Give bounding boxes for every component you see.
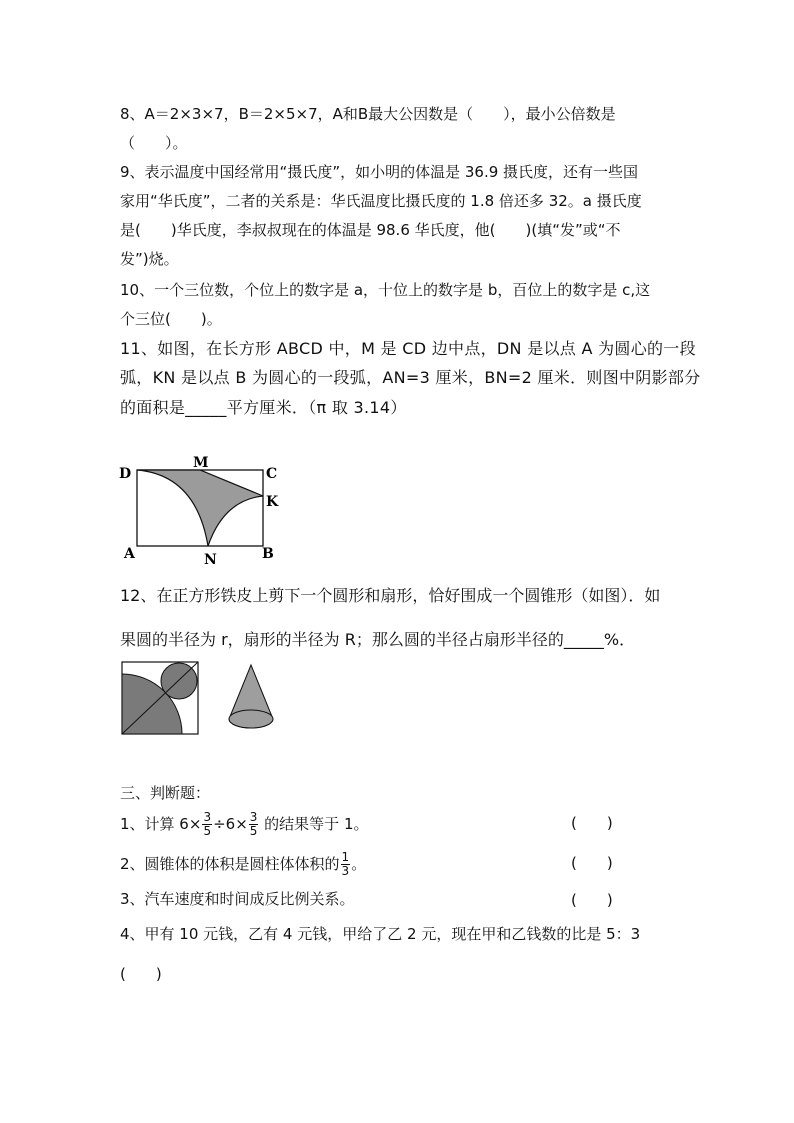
judge-1-suffix: 的结果等于 1。 — [259, 815, 369, 833]
judge-4-answer[interactable]: ( ) — [120, 965, 162, 983]
judge-1-answer[interactable]: ( ) — [571, 814, 613, 832]
judge-item-4: 4、甲有 10 元钱，乙有 4 元钱，甲给了乙 2 元，现在甲和乙钱数的比是 5：3 — [120, 925, 641, 943]
q9-line3: 是( )华氏度，李叔叔现在的体温是 98.6 华氏度，他( )(填“发”或“不 — [120, 221, 621, 239]
section3-heading: 三、判断题： — [120, 784, 211, 802]
q9-line4: 发”)烧。 — [120, 250, 179, 268]
label-d: D — [119, 466, 132, 482]
fraction-3-5-a: $\frac{3}{5}$ — [203, 810, 212, 838]
judge-2-suffix: 。 — [351, 855, 367, 873]
judge-2-answer[interactable]: ( ) — [571, 854, 613, 872]
q10-line1: 10、一个三位数，个位上的数字是 a，十位上的数字是 b，百位上的数字是 c,这 — [120, 281, 651, 299]
q8-line2: （ ）。 — [120, 134, 188, 152]
label-k: K — [266, 494, 279, 510]
q11-line3: 的面积是_____平方厘米．（π 取 3.14） — [120, 398, 407, 417]
shaded-region — [137, 470, 263, 546]
q9-line2: 家用“华氏度”，二者的关系是：华氏温度比摄氏度的 1.8 倍还多 32。a 摄氏度 — [120, 192, 642, 210]
judge-2-prefix: 2、圆锥体的体积是圆柱体体积的 — [120, 855, 340, 873]
label-b: B — [262, 546, 274, 562]
rectangle-figure — [110, 448, 290, 568]
q9-line1: 9、表示温度中国经常用“摄氏度”，如小明的体温是 36.9 摄氏度，还有一些国 — [120, 163, 639, 181]
judge-3-answer[interactable]: ( ) — [571, 891, 613, 909]
cone-base — [229, 710, 273, 728]
judge-item-2 — [120, 851, 366, 878]
label-m: M — [193, 455, 209, 471]
q12-line2: 果圆的半径为 r，扇形的半径为 R；那么圆的半径占扇形半径的_____%． — [120, 630, 636, 649]
fraction-1-3: $\frac{1}{3}$ — [341, 850, 350, 878]
label-n: N — [204, 552, 217, 568]
q11-line1: 11、如图，在长方形 ABCD 中，M 是 CD 边中点，DN 是以点 A 为圆心的一段 — [120, 339, 696, 358]
label-c: C — [266, 466, 278, 482]
judge-item-3: 3、汽车速度和时间成反比例关系。 — [120, 890, 355, 908]
q12-line1: 12、在正方形铁皮上剪下一个圆形和扇形，恰好围成一个圆锥形（如图）．如 — [120, 586, 661, 605]
q11-line2: 弧，KN 是以点 B 为圆心的一段弧，AN=3 厘米，BN=2 厘米．则图中阴影部分 — [120, 368, 701, 387]
q8-line1: 8、A＝2×3×7，B＝2×5×7，A和B最大公因数是（ ），最小公倍数是 — [120, 105, 616, 123]
q10-line2: 个三位( )。 — [120, 310, 222, 328]
fraction-3-5-b: $\frac{3}{5}$ — [249, 810, 258, 838]
square-sheet-figure — [118, 658, 204, 738]
label-a: A — [124, 546, 135, 562]
judge-1-mid: ÷6× — [213, 815, 248, 833]
cone-figure — [224, 660, 280, 736]
judge-item-1 — [120, 811, 369, 838]
judge-1-prefix: 1、计算 6× — [120, 815, 202, 833]
